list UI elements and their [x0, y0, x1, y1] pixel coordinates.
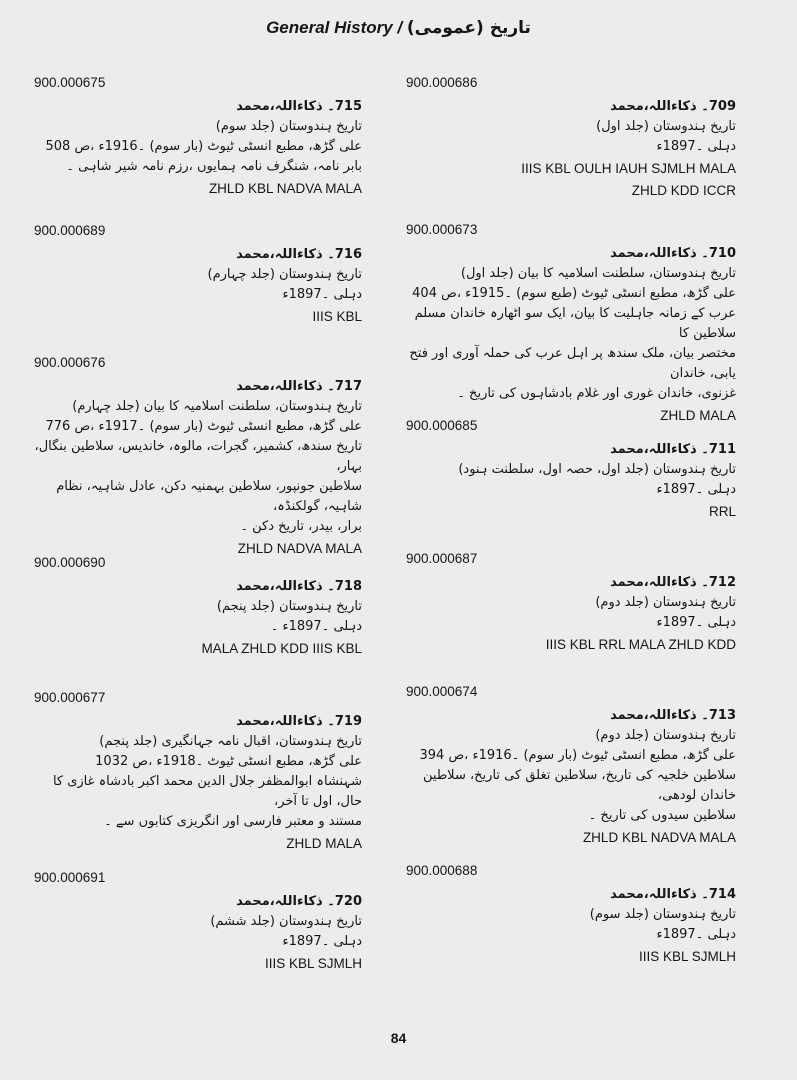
library-codes: ZHLD MALA [286, 836, 362, 851]
library-codes: IIIS KBL [312, 309, 362, 324]
accession-number: 900.000674 [406, 684, 478, 699]
library-codes: ZHLD KBL NADVA MALA [208, 181, 362, 196]
entry-line: دہلی ۔1897ء [656, 927, 736, 942]
entry-line: سلاطین جونپور، سلاطین بہمنیہ دکن، عادل شاہیہ، نظام شاہیہ، گولکنڈہ، [56, 479, 362, 514]
catalog-entry [406, 222, 736, 426]
entry-line: تاریخ ہندوستان، سلطنت اسلامیہ کا بیان (جلد اول) [460, 266, 736, 281]
library-codes: IIIS KBL SJMLH [638, 949, 736, 964]
entry-line: مستند و معتبر فارسی اور انگریزی کتابوں سے ۔ [104, 814, 362, 829]
entry-line: تاریخ ہندوستان (جلد چہارم) [207, 267, 362, 282]
entry-author: 712۔ ذکاءاللہ،محمد [610, 575, 736, 590]
entry-line: علی گڑھ، مطبع انسٹی ٹیوٹ (طبع سوم) ۔1915ء ،ص 404 [412, 286, 736, 301]
entry-line: عرب کے زمانہ جاہلیت کا بیان، ایک سو اٹھارہ خاندان مسلم سلاطین کا [414, 306, 736, 341]
entry-line: تاریخ ہندوستان (جلد دوم) [595, 595, 736, 610]
entry-line: سلاطین خلجیہ کی تاریخ، سلاطین تغلق کی تاریخ، سلاطین خاندان لودھی، [423, 768, 736, 803]
catalog-entry [34, 223, 362, 327]
entry-author: 715۔ ذکاءاللہ،محمد [236, 99, 362, 114]
library-codes: IIIS KBL RRL MALA ZHLD KDD [545, 637, 736, 652]
entry-line: دہلی ۔1897ء ۔ [270, 619, 362, 634]
catalog-entry [406, 863, 736, 967]
accession-number: 900.000676 [34, 355, 106, 370]
entry-author: 713۔ ذکاءاللہ،محمد [610, 708, 736, 723]
entry-line: دہلی ۔1897ء [656, 615, 736, 630]
library-codes: ZHLD KDD ICCR [631, 183, 736, 198]
entry-line: دہلی ۔1897ء [656, 482, 736, 497]
entry-line: علی گڑھ، مطبع انسٹی ٹیوٹ ۔1918ء ،ص 1032 [95, 754, 362, 769]
entry-author: 718۔ ذکاءاللہ،محمد [236, 579, 362, 594]
entry-author: 714۔ ذکاءاللہ،محمد [610, 887, 736, 902]
accession-number: 900.000691 [34, 870, 106, 885]
accession-number: 900.000673 [406, 222, 478, 237]
catalog-entry [34, 690, 362, 854]
entry-line: علی گڑھ، مطبع انسٹی ٹیوٹ (بار سوم) ۔1916ء ،ص 508 [45, 139, 362, 154]
catalog-entry [406, 75, 736, 201]
accession-number: 900.000685 [406, 418, 478, 433]
entry-line: تاریخ سندھ، کشمیر، گجرات، مالوہ، خاندیس، سلاطین بنگال، بہار، [34, 439, 362, 474]
entry-line: شہنشاہ ابوالمظفر جلال الدین محمد اکبر بادشاہ غازی کا حال، اول تا آخر، [52, 774, 362, 809]
catalog-entry [34, 355, 362, 559]
entry-line: تاریخ ہندوستان (جلد سوم) [589, 907, 736, 922]
library-codes: ZHLD MALA [660, 408, 736, 423]
entry-line: تاریخ ہندوستان (جلد ششم) [210, 914, 362, 929]
entry-line: برار، بیدر، تاریخ دکن ۔ [240, 519, 362, 534]
entry-author: 717۔ ذکاءاللہ،محمد [236, 379, 362, 394]
header-title-ur: تاریخ (عمومی) [406, 18, 531, 38]
library-codes: IIIS KBL OULH IAUH SJMLH MALA [521, 161, 736, 176]
library-codes: ZHLD NADVA MALA [237, 541, 362, 556]
library-codes: RRL [708, 504, 736, 519]
catalog-entry [406, 551, 736, 655]
entry-line: تاریخ ہندوستان، اقبال نامہ جہانگیری (جلد پنجم) [99, 734, 362, 749]
accession-number: 900.000688 [406, 863, 478, 878]
entry-line: غزنوی، خاندان غوری اور غلام بادشاہوں کی تاریخ ۔ [457, 386, 736, 401]
entry-line: دہلی ۔1897ء [656, 139, 736, 154]
entry-line: سلاطین سیدوں کی تاریخ ۔ [588, 808, 736, 823]
entry-line: تاریخ ہندوستان (جلد سوم) [215, 119, 362, 134]
entry-line: تاریخ ہندوستان (جلد پنجم) [216, 599, 362, 614]
page-header [0, 18, 797, 38]
entry-author: 720۔ ذکاءاللہ،محمد [236, 894, 362, 909]
entry-author: 716۔ ذکاءاللہ،محمد [236, 247, 362, 262]
entry-author: 711۔ ذکاءاللہ،محمد [610, 442, 736, 457]
accession-number: 900.000689 [34, 223, 106, 238]
catalog-entry [406, 418, 736, 522]
entry-line: تاریخ ہندوستان (جلد اول) [596, 119, 736, 134]
entry-line: دہلی ۔1897ء [282, 934, 362, 949]
entry-line: مختصر بیان، ملک سندھ پر اہل عرب کی حملہ آوری اور فتح یابی، خاندان [409, 346, 736, 381]
entry-line: تاریخ ہندوستان (جلد اول، حصہ اول، سلطنت ہنود) [458, 462, 736, 477]
catalog-entry [34, 870, 362, 974]
catalog-entry [34, 75, 362, 199]
accession-number: 900.000687 [406, 551, 478, 566]
library-codes: ZHLD KBL NADVA MALA [582, 830, 736, 845]
entry-line: دہلی ۔1897ء [282, 287, 362, 302]
entry-line: علی گڑھ، مطبع انسٹی ٹیوٹ (بار سوم) ۔1916ء ،ص 394 [419, 748, 736, 763]
entry-line: تاریخ ہندوستان (جلد دوم) [595, 728, 736, 743]
accession-number: 900.000686 [406, 75, 478, 90]
header-title-en: General History / [266, 18, 403, 37]
accession-number: 900.000677 [34, 690, 106, 705]
catalog-entry [406, 684, 736, 848]
entry-line: بابر نامہ، شنگرف نامہ ہمایوں ،رزم نامہ شیر شاہی ۔ [66, 159, 362, 174]
entry-author: 709۔ ذکاءاللہ،محمد [610, 99, 736, 114]
catalog-entry [34, 555, 362, 659]
accession-number: 900.000675 [34, 75, 106, 90]
library-codes: IIIS KBL SJMLH [264, 956, 362, 971]
entry-line: تاریخ ہندوستان، سلطنت اسلامیہ کا بیان (جلد چہارم) [72, 399, 362, 414]
entry-line: علی گڑھ، مطبع انسٹی ٹیوٹ (بار سوم) ۔1917ء ،ص 776 [45, 419, 362, 434]
entry-author: 719۔ ذکاءاللہ،محمد [236, 714, 362, 729]
entry-author: 710۔ ذکاءاللہ،محمد [610, 246, 736, 261]
page-number: 84 [390, 1030, 407, 1046]
library-codes: MALA ZHLD KDD IIIS KBL [201, 641, 362, 656]
accession-number: 900.000690 [34, 555, 106, 570]
